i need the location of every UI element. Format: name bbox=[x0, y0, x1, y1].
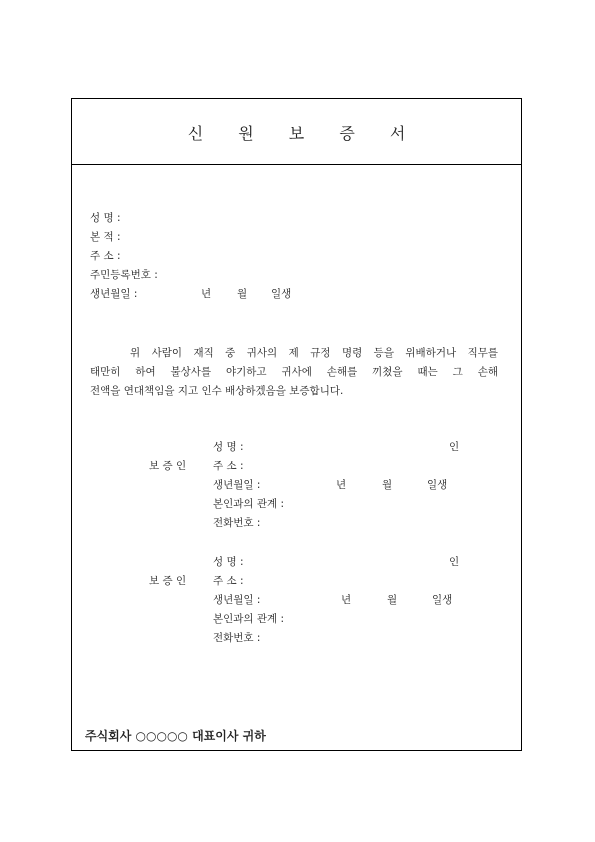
guarantor-2-relation-label: 본인과의 관계 : bbox=[213, 613, 285, 625]
statement-line-2: 태만히 하여 불상사를 야기하고 귀사에 손해를 끼쳤을 때는 그 손해 bbox=[90, 366, 498, 378]
guarantor-2-birth-label: 생년월일 : bbox=[213, 594, 261, 606]
info-name-label: 성 명 : bbox=[90, 212, 121, 224]
guarantor-1-heading: 보 증 인 bbox=[149, 460, 187, 472]
guarantor-1-relation-label: 본인과의 관계 : bbox=[213, 498, 285, 510]
document-frame bbox=[71, 98, 522, 751]
guarantor-2-heading: 보 증 인 bbox=[149, 575, 187, 587]
info-domicile-label: 본 적 : bbox=[90, 231, 121, 243]
guarantor-2-birth-month: 월 bbox=[387, 594, 398, 606]
statement-line-1: 위 사람이 재직 중 귀사의 제 규정 명령 등을 위배하거나 직무를 bbox=[130, 347, 498, 359]
info-address-label: 주 소 : bbox=[90, 250, 121, 262]
guarantor-1-birth-label: 생년월일 : bbox=[213, 479, 261, 491]
guarantor-1-phone-label: 전화번호 : bbox=[213, 517, 261, 529]
guarantor-1-birth-month: 월 bbox=[382, 479, 393, 491]
guarantor-2-birth-day: 일생 bbox=[432, 594, 453, 606]
guarantor-2-phone-label: 전화번호 : bbox=[213, 632, 261, 644]
document-title: 신 원 보 증 서 bbox=[187, 124, 421, 143]
guarantor-2-seal: 인 bbox=[449, 556, 460, 568]
title-bar bbox=[72, 99, 521, 165]
info-birth-label: 생년월일 : bbox=[90, 288, 138, 300]
guarantor-2-name-label: 성 명 : bbox=[213, 556, 244, 568]
statement-line-3: 전액을 연대책임을 지고 인수 배상하겠음을 보증합니다. bbox=[90, 385, 344, 397]
guarantor-1-birth-year: 년 bbox=[336, 479, 347, 491]
guarantor-1-name-label: 성 명 : bbox=[213, 441, 244, 453]
addressee: 주식회사 ○○○○○ 대표이사 귀하 bbox=[85, 729, 266, 743]
guarantor-2-address-label: 주 소 : bbox=[213, 575, 244, 587]
info-birth-year: 년 bbox=[201, 288, 212, 300]
guarantor-1-birth-day: 일생 bbox=[427, 479, 448, 491]
info-rrn-label: 주민등록번호 : bbox=[90, 269, 158, 281]
guarantor-1-address-label: 주 소 : bbox=[213, 460, 244, 472]
info-birth-day: 일생 bbox=[271, 288, 292, 300]
guarantor-1-seal: 인 bbox=[449, 441, 460, 453]
info-birth-month: 월 bbox=[237, 288, 248, 300]
guarantor-2-birth-year: 년 bbox=[341, 594, 352, 606]
